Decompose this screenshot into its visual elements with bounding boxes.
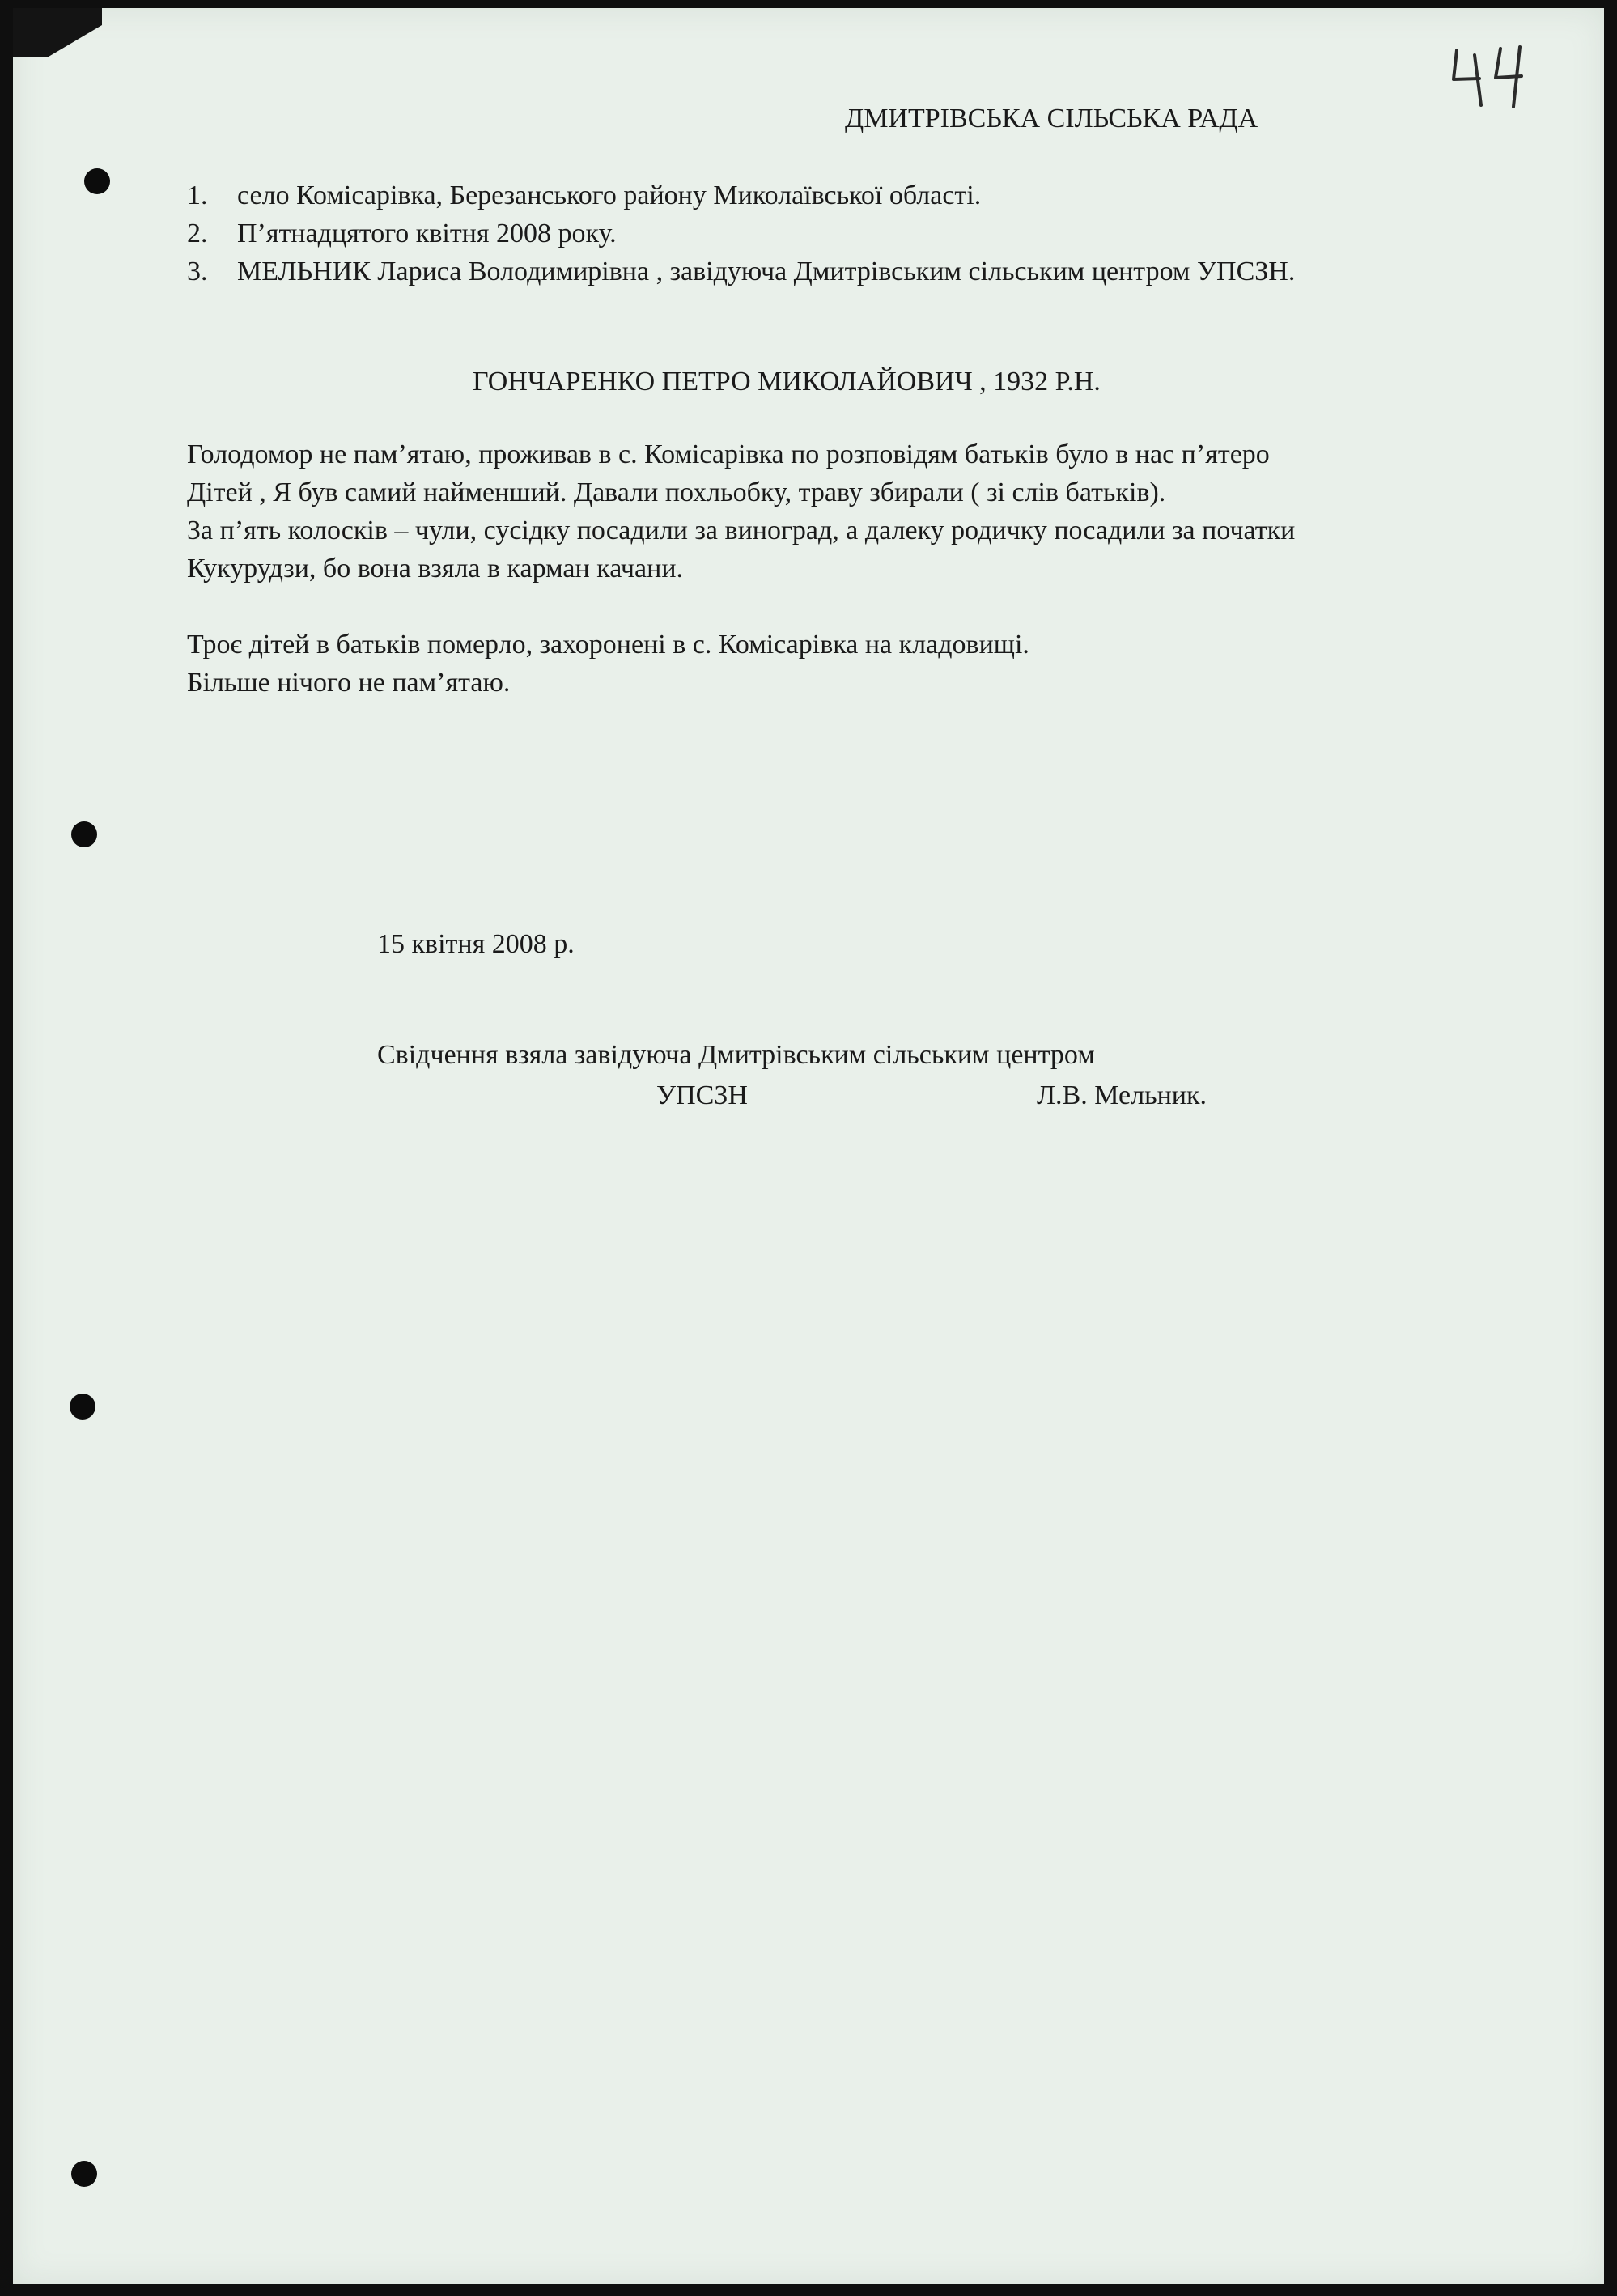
testimony-line: Троє дітей в батьків померло, захоронені в с. Комісарівка на кладовищі. xyxy=(187,630,1029,660)
list-item-number: 2. xyxy=(187,219,208,248)
document-page xyxy=(13,8,1604,2284)
signature-statement: Свідчення взяла завідуюча Дмитрівським сільським центром xyxy=(377,1040,1095,1070)
organization-header: ДМИТРІВСЬКА СІЛЬСЬКА РАДА xyxy=(845,104,1258,134)
testimony-line: Дітей , Я був самий найменший. Давали похльобку, траву збирали ( зі слів батьків). xyxy=(187,477,1166,507)
list-item-text: П’ятнадцятого квітня 2008 року. xyxy=(237,219,617,248)
handwritten-page-number xyxy=(1445,40,1543,113)
testimony-line: За п’ять колосків – чули, сусідку посадили за виноград, а далеку родичку посадили за початки xyxy=(187,516,1296,545)
testimony-line: Кукурудзи, бо вона взяла в карман качани. xyxy=(187,554,684,584)
handwritten-page-number-drawing xyxy=(1445,40,1543,113)
punch-hole xyxy=(70,1394,95,1420)
punch-hole xyxy=(71,2161,97,2187)
list-item xyxy=(187,178,1295,216)
list-item-text: село Комісарівка, Березанського району Миколаївської області. xyxy=(237,180,982,210)
corner-tape xyxy=(13,8,102,57)
signature-person: Л.В. Мельник. xyxy=(1037,1080,1207,1110)
testimony-line: Більше нічого не пам’ятаю. xyxy=(187,668,511,698)
punch-hole xyxy=(71,821,97,847)
list-item xyxy=(187,216,1295,254)
numbered-list xyxy=(187,178,1295,292)
list-item-number: 3. xyxy=(187,257,208,286)
punch-hole xyxy=(84,168,110,194)
list-item-text: МЕЛЬНИК Лариса Володимирівна , завідуюча Дмитрівським сільським центром УПСЗН. xyxy=(237,257,1296,286)
witness-name: ГОНЧАРЕНКО ПЕТРО МИКОЛАЙОВИЧ , 1932 Р.Н. xyxy=(473,367,1101,397)
testimony-line: Голодомор не пам’ятаю, проживав в с. Комісарівка по розповідям батьків було в нас п’ятеро xyxy=(187,439,1270,469)
document-date: 15 квітня 2008 р. xyxy=(377,929,575,959)
list-item-number: 1. xyxy=(187,180,208,210)
list-item xyxy=(187,254,1295,292)
testimony-text xyxy=(187,437,1514,703)
paragraph-gap xyxy=(187,589,1514,627)
signature-organization: УПСЗН xyxy=(656,1080,748,1110)
